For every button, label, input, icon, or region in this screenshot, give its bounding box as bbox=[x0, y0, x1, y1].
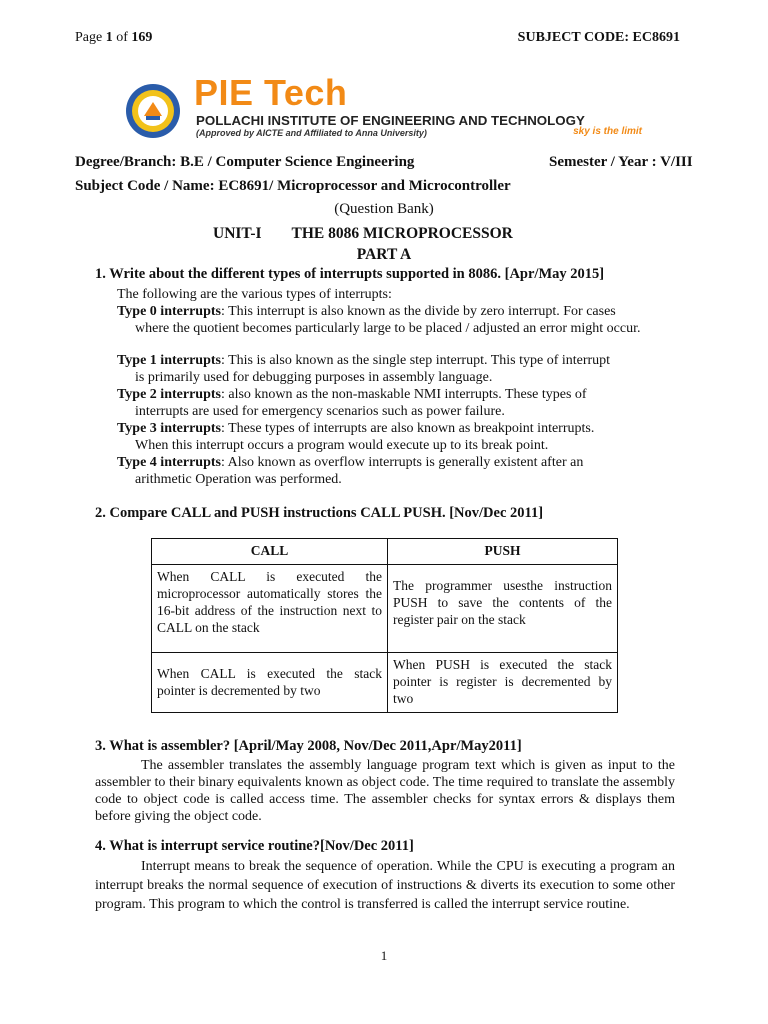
interrupt-type-item bbox=[117, 386, 677, 420]
approval-text: (Approved by AICTE and Affiliated to Anna University) bbox=[196, 128, 427, 138]
interrupt-type-continuation: where the quotient becomes particularly large to be placed / adjusted an error might occur. bbox=[135, 321, 641, 336]
interrupt-type-item bbox=[117, 352, 677, 386]
interrupt-type-item bbox=[117, 420, 677, 454]
question-3-answer: The assembler translates the assembly language program text which is given as input to the assembler to their binary equivalents known as object code. The time required to translate the assembly code to object code is called access time. The assembler checks for syntax errors & displays them before giving the object code. bbox=[95, 758, 675, 824]
brand-name: PIE Tech bbox=[194, 72, 348, 113]
unit-label: UNIT-I bbox=[213, 225, 262, 242]
table-row bbox=[152, 565, 618, 653]
table-row bbox=[152, 653, 618, 713]
question-4-title: 4. What is interrupt service routine?[Nov/Dec 2011] bbox=[95, 838, 414, 854]
semester-year: Semester / Year : V/III bbox=[549, 154, 693, 170]
degree-branch: Degree/Branch: B.E / Computer Science Engineering bbox=[75, 154, 415, 170]
question-1-intro: The following are the various types of interrupts: bbox=[117, 287, 392, 302]
interrupt-type-term: Type 1 interrupts bbox=[117, 353, 221, 368]
interrupt-type-term: Type 2 interrupts bbox=[117, 387, 221, 402]
page-current: 1 bbox=[105, 30, 113, 45]
interrupt-type-text: : This is also known as the single step interrupt. This type of interrupt bbox=[220, 353, 611, 368]
institute-logo bbox=[124, 72, 664, 140]
column-header-call: CALL bbox=[152, 539, 388, 565]
institute-name: POLLACHI INSTITUTE OF ENGINEERING AND TECHNOLOGY bbox=[196, 113, 585, 128]
college-seal-icon bbox=[124, 82, 182, 140]
part-heading: PART A bbox=[356, 246, 412, 263]
interrupt-type-text: : These types of interrupts are also known as breakpoint interrupts. bbox=[220, 421, 595, 436]
interrupt-type-continuation: arithmetic Operation was performed. bbox=[135, 472, 342, 487]
table-header-row bbox=[152, 539, 618, 565]
column-header-push: PUSH bbox=[388, 539, 618, 565]
call-push-comparison-table bbox=[151, 538, 618, 713]
page-total: 169 bbox=[131, 30, 153, 45]
question-4-answer: Interrupt means to break the sequence of operation. While the CPU is executing a program an interrupt breaks the normal sequence of execution of instructions & diverts its execution to some other program. This program to which the control is transferred is called the interrupt service routine. bbox=[95, 859, 675, 912]
interrupt-type-term: Type 4 interrupts bbox=[117, 455, 221, 470]
interrupt-type-text: : This interrupt is also known as the divide by zero interrupt. For cases bbox=[220, 304, 616, 319]
unit-title: THE 8086 MICROPROCESSOR bbox=[291, 225, 513, 242]
interrupt-type-continuation: When this interrupt occurs a program would execute up to its break point. bbox=[135, 438, 549, 453]
subject-code-header: SUBJECT CODE: EC8691 bbox=[517, 30, 680, 45]
table-cell: When CALL is executed the microprocessor automatically stores the 16-bit address of the instruction next to CALL on the stack bbox=[152, 565, 388, 653]
question-2-title: 2. Compare CALL and PUSH instructions CALL PUSH. [Nov/Dec 2011] bbox=[95, 505, 544, 521]
interrupt-type-item bbox=[117, 303, 677, 337]
interrupt-type-text: : also known as the non-maskable NMI interrupts. These types of bbox=[220, 387, 587, 402]
interrupt-type-text: : Also known as overflow interrupts is generally existent after an bbox=[220, 455, 584, 470]
table-cell: When PUSH is executed the stack pointer is register is decremented by two bbox=[388, 653, 618, 713]
interrupt-type-continuation: interrupts are used for emergency scenarios such as power failure. bbox=[135, 404, 505, 419]
subject-name: Subject Code / Name: EC8691/ Microprocessor and Microcontroller bbox=[75, 178, 511, 194]
page-indicator bbox=[75, 30, 152, 46]
table-cell: When CALL is executed the stack pointer is decremented by two bbox=[152, 653, 388, 713]
interrupt-type-continuation: is primarily used for debugging purposes in assembly language. bbox=[135, 370, 493, 385]
unit-heading bbox=[213, 225, 513, 243]
tagline: sky is the limit bbox=[573, 126, 642, 137]
interrupt-type-item bbox=[117, 454, 677, 488]
interrupt-type-term: Type 3 interrupts bbox=[117, 421, 221, 436]
question-bank-label: (Question Bank) bbox=[334, 201, 434, 217]
page-of: of bbox=[116, 30, 128, 45]
question-3-title: 3. What is assembler? [April/May 2008, Nov/Dec 2011,Apr/May2011] bbox=[95, 738, 522, 754]
table-cell: The programmer usesthe instruction PUSH to save the contents of the register pair on the stack bbox=[388, 565, 618, 653]
question-1-title: 1. Write about the different types of interrupts supported in 8086. [Apr/May 2015] bbox=[95, 266, 605, 282]
interrupt-type-term: Type 0 interrupts bbox=[117, 304, 221, 319]
page-number: 1 bbox=[380, 948, 388, 963]
page-prefix: Page bbox=[75, 30, 103, 45]
